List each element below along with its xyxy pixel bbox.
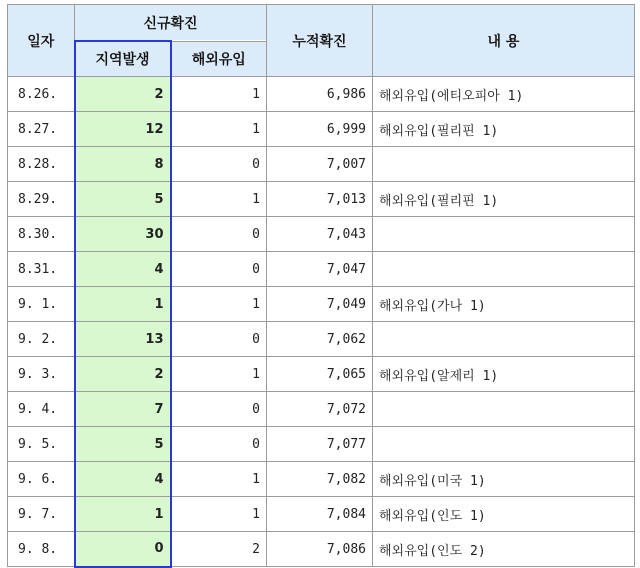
local-cases-cell: 30	[75, 217, 171, 252]
cumulative-cell: 7,049	[267, 287, 373, 322]
note-cell	[373, 217, 635, 252]
date-cell: 8.26.	[8, 77, 75, 112]
local-cases-cell: 13	[75, 322, 171, 357]
cumulative-cell: 7,013	[267, 182, 373, 217]
case-table	[7, 4, 635, 568]
cumulative-cell: 7,072	[267, 392, 373, 427]
date-cell: 8.28.	[8, 147, 75, 182]
note-cell	[373, 392, 635, 427]
overseas-cases-cell: 2	[171, 532, 267, 567]
header-local: 지역발생	[75, 41, 171, 77]
overseas-cases-cell: 0	[171, 217, 267, 252]
overseas-cases-cell: 1	[171, 112, 267, 147]
local-cases-cell: 1	[75, 287, 171, 322]
overseas-cases-cell: 0	[171, 252, 267, 287]
local-cases-cell: 5	[75, 182, 171, 217]
overseas-cases-cell: 0	[171, 322, 267, 357]
cumulative-cell: 7,007	[267, 147, 373, 182]
cumulative-cell: 7,062	[267, 322, 373, 357]
date-cell: 9. 3.	[8, 357, 75, 392]
table-body	[8, 77, 635, 567]
local-cases-cell: 12	[75, 112, 171, 147]
overseas-cases-cell: 0	[171, 427, 267, 462]
note-cell: 해외유입(가나 1)	[373, 287, 635, 322]
cumulative-cell: 6,986	[267, 77, 373, 112]
note-cell: 해외유입(알제리 1)	[373, 357, 635, 392]
note-cell: 해외유입(필리핀 1)	[373, 112, 635, 147]
table-row	[8, 392, 635, 427]
overseas-cases-cell: 0	[171, 392, 267, 427]
date-cell: 9. 2.	[8, 322, 75, 357]
date-cell: 8.27.	[8, 112, 75, 147]
header-overseas: 해외유입	[171, 41, 267, 77]
cumulative-cell: 7,086	[267, 532, 373, 567]
header-new-confirmed: 신규확진	[75, 5, 267, 42]
date-cell: 9. 1.	[8, 287, 75, 322]
header-date: 일자	[8, 5, 75, 77]
note-cell	[373, 322, 635, 357]
local-cases-cell: 4	[75, 252, 171, 287]
date-cell: 9. 7.	[8, 497, 75, 532]
table-row	[8, 497, 635, 532]
table-row	[8, 357, 635, 392]
overseas-cases-cell: 1	[171, 182, 267, 217]
overseas-cases-cell: 1	[171, 497, 267, 532]
table-row	[8, 252, 635, 287]
note-cell: 해외유입(미국 1)	[373, 462, 635, 497]
date-cell: 9. 6.	[8, 462, 75, 497]
header-cumulative: 누적확진	[267, 5, 373, 77]
local-cases-cell: 4	[75, 462, 171, 497]
table-row	[8, 112, 635, 147]
table-row	[8, 532, 635, 567]
date-cell: 9. 4.	[8, 392, 75, 427]
header-notes: 내 용	[373, 5, 635, 77]
local-cases-cell: 8	[75, 147, 171, 182]
date-cell: 9. 5.	[8, 427, 75, 462]
note-cell: 해외유입(필리핀 1)	[373, 182, 635, 217]
table-row	[8, 287, 635, 322]
overseas-cases-cell: 1	[171, 357, 267, 392]
overseas-cases-cell: 1	[171, 287, 267, 322]
date-cell: 8.29.	[8, 182, 75, 217]
table-row	[8, 322, 635, 357]
overseas-cases-cell: 1	[171, 77, 267, 112]
overseas-cases-cell: 1	[171, 462, 267, 497]
note-cell	[373, 252, 635, 287]
cumulative-cell: 7,047	[267, 252, 373, 287]
table-row	[8, 77, 635, 112]
overseas-cases-cell: 0	[171, 147, 267, 182]
note-cell	[373, 147, 635, 182]
date-cell: 8.31.	[8, 252, 75, 287]
table-row	[8, 427, 635, 462]
note-cell: 해외유입(인도 1)	[373, 497, 635, 532]
local-cases-cell: 7	[75, 392, 171, 427]
local-cases-cell: 2	[75, 357, 171, 392]
local-cases-cell: 0	[75, 532, 171, 567]
date-cell: 9. 8.	[8, 532, 75, 567]
cumulative-cell: 6,999	[267, 112, 373, 147]
table-row	[8, 462, 635, 497]
local-cases-cell: 5	[75, 427, 171, 462]
table-row	[8, 217, 635, 252]
cumulative-cell: 7,065	[267, 357, 373, 392]
local-cases-cell: 2	[75, 77, 171, 112]
note-cell: 해외유입(에티오피아 1)	[373, 77, 635, 112]
note-cell: 해외유입(인도 2)	[373, 532, 635, 567]
date-cell: 8.30.	[8, 217, 75, 252]
cumulative-cell: 7,082	[267, 462, 373, 497]
table-row	[8, 182, 635, 217]
local-cases-cell: 1	[75, 497, 171, 532]
cumulative-cell: 7,043	[267, 217, 373, 252]
table-row	[8, 147, 635, 182]
note-cell	[373, 427, 635, 462]
cumulative-cell: 7,077	[267, 427, 373, 462]
cumulative-cell: 7,084	[267, 497, 373, 532]
